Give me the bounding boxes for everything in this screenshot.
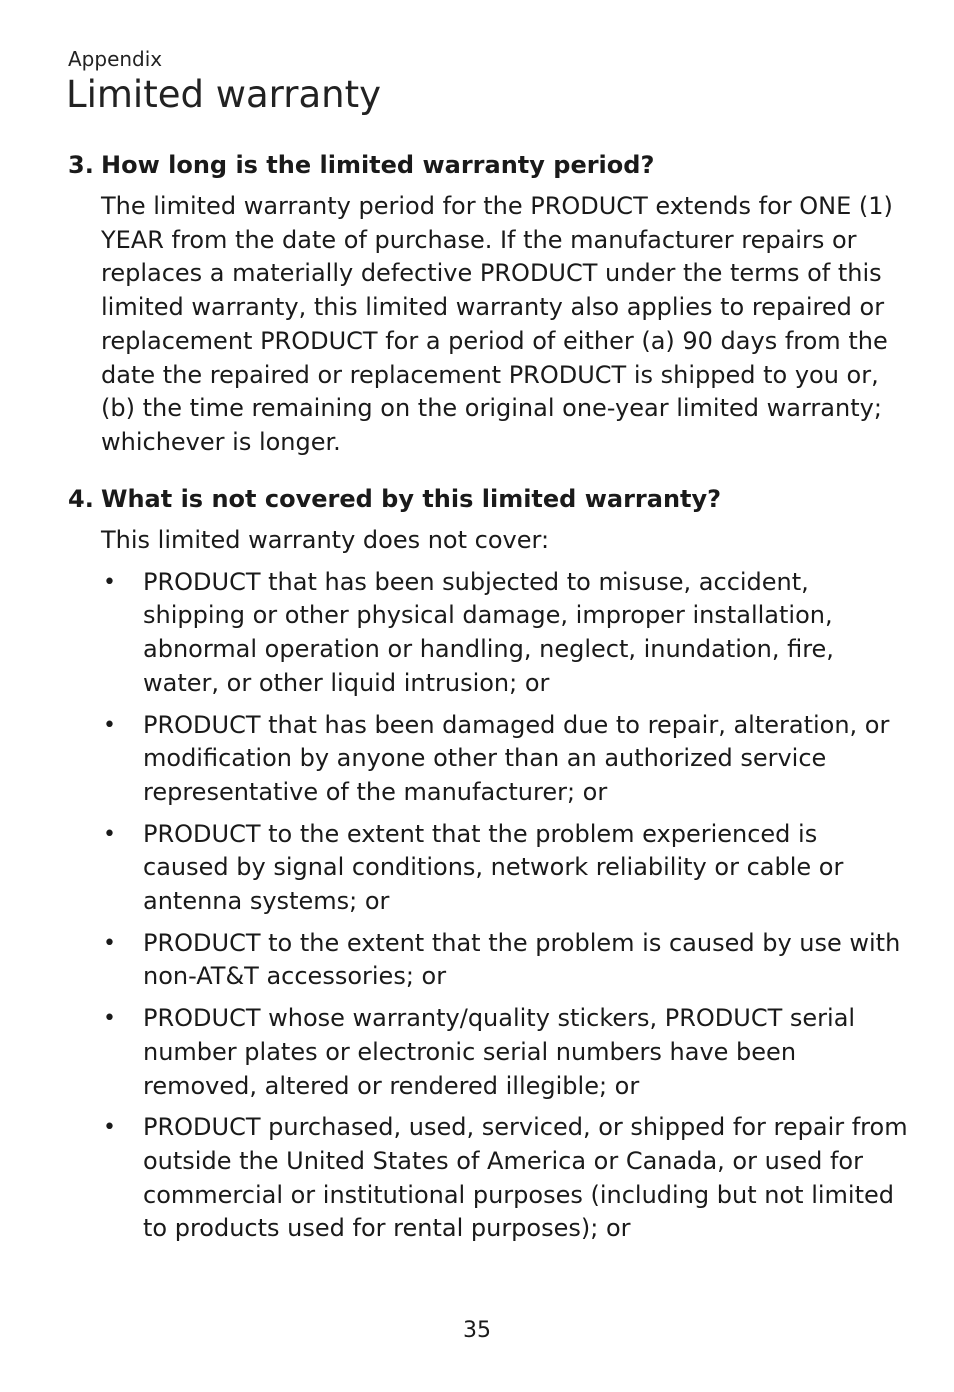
section-kicker: Appendix bbox=[68, 47, 163, 71]
list-item-text: PRODUCT that has been subjected to misuse, accident, shipping or other physical damage, improper installation, abnormal operation or handling, neglect, inundation, fire, water, or other liquid intrusion; or bbox=[143, 567, 834, 697]
list-item-text: PRODUCT to the extent that the problem is caused by use with non-AT&T accessories; or bbox=[143, 928, 901, 991]
list-item bbox=[101, 818, 908, 919]
bullet-icon: • bbox=[103, 821, 116, 847]
section-not-covered bbox=[68, 482, 908, 1254]
question-number: 4. bbox=[68, 485, 94, 513]
section-warranty-period bbox=[68, 148, 908, 460]
page-number: 35 bbox=[463, 1318, 491, 1343]
answer-paragraph: The limited warranty period for the PRODUCT extends for ONE (1) YEAR from the date of purchase. If the manufacturer repairs or replaces a materially defective PRODUCT under the terms of this limited warranty, this limited warranty also applies to repaired or replacement PRODUCT for a period of either (a) 90 days from the date the repaired or replacement PRODUCT is shipped to you or, (b) the time remaining on the original one-year limited warranty; whichever is longer. bbox=[101, 192, 893, 456]
list-item bbox=[101, 1111, 908, 1246]
question-heading bbox=[68, 482, 908, 516]
bullet-icon: • bbox=[103, 1006, 116, 1032]
list-item-text: PRODUCT that has been damaged due to repair, alteration, or modification by anyone other than an authorized service representative of the manufacturer; or bbox=[143, 710, 890, 806]
list-item-text: PRODUCT whose warranty/quality stickers, PRODUCT serial number plates or electronic serial numbers have been removed, altered or rendered illegible; or bbox=[143, 1004, 856, 1100]
list-item bbox=[101, 566, 908, 701]
question-text: What is not covered by this limited warranty? bbox=[101, 485, 722, 513]
list-item bbox=[101, 1002, 908, 1103]
exclusions-list bbox=[101, 566, 908, 1246]
list-item-text: PRODUCT purchased, used, serviced, or shipped for repair from outside the United States of America or Canada, or used for commercial or institutional purposes (including but not limited to products used for rental purposes); or bbox=[143, 1113, 908, 1243]
bullet-icon: • bbox=[103, 712, 116, 738]
answer-paragraph: This limited warranty does not cover: bbox=[101, 526, 550, 554]
page-title: Limited warranty bbox=[66, 73, 381, 116]
question-text: How long is the limited warranty period? bbox=[101, 151, 655, 179]
list-item-text: PRODUCT to the extent that the problem experienced is caused by signal conditions, network reliability or cable or antenna systems; or bbox=[143, 819, 844, 916]
question-number: 3. bbox=[68, 151, 94, 179]
bullet-icon: • bbox=[103, 1115, 116, 1141]
bullet-icon: • bbox=[103, 569, 116, 595]
list-item bbox=[101, 927, 908, 994]
list-item bbox=[101, 709, 908, 810]
question-heading bbox=[68, 148, 908, 182]
bullet-icon: • bbox=[103, 930, 116, 956]
